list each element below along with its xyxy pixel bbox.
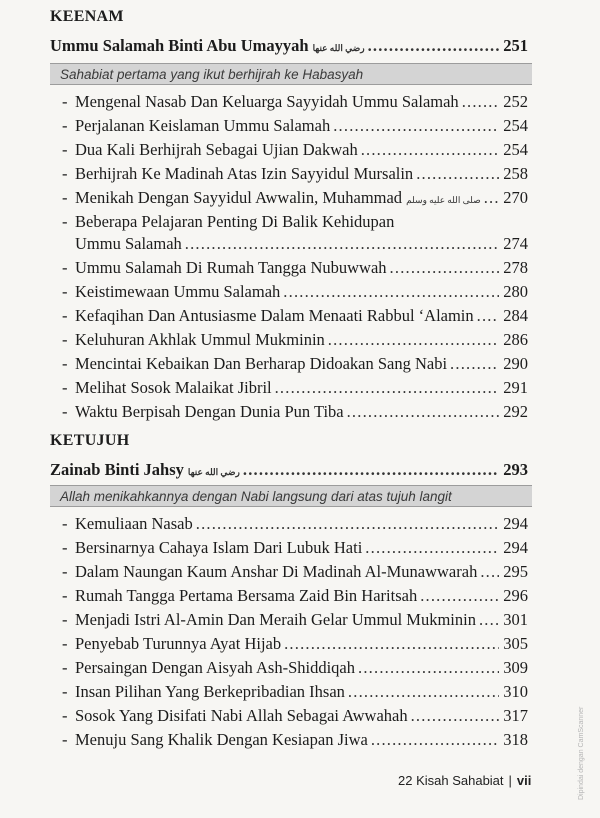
entry-title: Menuju Sang Khalik Dengan Kesiapan Jiwa xyxy=(75,730,368,749)
toc-entry[interactable]: - Bersinarnya Cahaya Islam Dari Lubuk Hati ..... 294 xyxy=(62,538,528,562)
page-footer xyxy=(398,773,531,788)
entry-title: Keluhuran Akhlak Ummul Mukminin xyxy=(75,330,325,349)
footer-separator: | xyxy=(508,773,512,788)
page-number: 296 xyxy=(503,586,528,605)
chapter-title-entry[interactable] xyxy=(50,460,528,484)
page-number: 270 xyxy=(503,188,528,207)
toc-entry[interactable]: - Berhijrah Ke Madinah Atas Izin Sayyidul Mursalin ..... 258 xyxy=(62,164,528,188)
leader-dots xyxy=(333,116,499,136)
toc-entry[interactable]: - Kefaqihan Dan Antusiasme Dalam Menaati Rabbul ‘Alamin ..... 284 xyxy=(62,306,528,330)
page-number: 286 xyxy=(503,330,528,349)
page-number: 305 xyxy=(503,634,528,653)
leader-dots xyxy=(450,354,499,374)
page-number: 318 xyxy=(503,730,528,749)
toc-entry[interactable]: - Ummu Salamah Di Rumah Tangga Nubuwwah ..... 278 xyxy=(62,258,528,282)
leader-dots xyxy=(348,682,499,702)
toc-entry[interactable]: - Keistimewaan Ummu Salamah ..... 280 xyxy=(62,282,528,306)
leader-dots xyxy=(328,330,499,350)
entry-title: Penyebab Turunnya Ayat Hijab xyxy=(75,634,282,653)
leader-dots xyxy=(284,634,499,654)
leader-dots xyxy=(479,610,499,630)
toc-entry[interactable]: - Kemuliaan Nasab ..... 294 xyxy=(62,514,528,538)
entry-title: Dalam Naungan Kaum Anshar Di Madinah Al-Munawwarah xyxy=(75,562,478,581)
toc-entry[interactable]: - Persaingan Dengan Aisyah Ash-Shiddiqah ..... 309 xyxy=(62,658,528,682)
page-number: 258 xyxy=(503,164,528,183)
entry-title: Kemuliaan Nasab xyxy=(75,514,193,533)
entry-title: Persaingan Dengan Aisyah Ash-Shiddiqah xyxy=(75,658,356,677)
page-number: 291 xyxy=(503,378,528,397)
leader-dots xyxy=(361,140,499,160)
entry-title: Perjalanan Keislaman Ummu Salamah xyxy=(75,116,331,135)
scanner-watermark: Dipindai dengan CamScanner xyxy=(578,706,585,800)
leader-dots xyxy=(371,730,499,750)
entry-title: Beberapa Pelajaran Penting Di Balik Kehidupan xyxy=(75,212,395,231)
toc-entry[interactable]: - Insan Pilihan Yang Berkepribadian Ihsan ..... 310 xyxy=(62,682,528,706)
leader-dots xyxy=(411,706,499,726)
toc-entry[interactable]: - Penyebab Turunnya Ayat Hijab ..... 305 xyxy=(62,634,528,658)
leader-dots xyxy=(368,36,499,56)
chapter-label: KEENAM xyxy=(50,8,124,25)
leader-dots xyxy=(484,188,499,208)
page-number: 293 xyxy=(503,460,528,479)
entry-title: Ummu Salamah Di Rumah Tangga Nubuwwah xyxy=(75,258,387,277)
leader-dots xyxy=(420,586,499,606)
page-number: 274 xyxy=(503,234,528,253)
entry-title: Waktu Berpisah Dengan Dunia Pun Tiba xyxy=(75,402,344,421)
entry-title: Mencintai Kebaikan Dan Berharap Didoakan Sang Nabi xyxy=(75,354,448,373)
entry-title: Keistimewaan Ummu Salamah xyxy=(75,282,281,301)
page-number: 254 xyxy=(503,140,528,159)
toc-entry[interactable]: - Menikah Dengan Sayyidul Awwalin, Muhammad صلى الله عليه وسلم ..... 270 xyxy=(62,188,528,212)
toc-entry[interactable]: - Perjalanan Keislaman Ummu Salamah ..... 254 xyxy=(62,116,528,140)
toc-entry[interactable]: - Beberapa Pelajaran Penting Di Balik Kehidupan xyxy=(62,212,395,231)
page-number: 254 xyxy=(503,116,528,135)
leader-dots xyxy=(283,282,499,302)
page-number: 317 xyxy=(503,706,528,725)
entry-title: Melihat Sosok Malaikat Jibril xyxy=(75,378,272,397)
entry-title: Menikah Dengan Sayyidul Awwalin, Muhammad xyxy=(75,188,403,207)
page-number: 294 xyxy=(503,538,528,557)
entry-title: Menjadi Istri Al-Amin Dan Meraih Gelar Ummul Mukminin xyxy=(75,610,476,629)
page-number: 278 xyxy=(503,258,528,277)
leader-dots xyxy=(358,658,499,678)
toc-entry[interactable]: - Dua Kali Berhijrah Sebagai Ujian Dakwah ..... 254 xyxy=(62,140,528,164)
entry-title: Zainab Binti Jahsy xyxy=(50,460,184,479)
page-number: 290 xyxy=(503,354,528,373)
entry-title: Mengenal Nasab Dan Keluarga Sayyidah Ummu Salamah xyxy=(75,92,459,111)
toc-entry[interactable]: - Menjadi Istri Al-Amin Dan Meraih Gelar Ummul Mukminin ..... 301 xyxy=(62,610,528,634)
page-number: 284 xyxy=(503,306,528,325)
entry-title: Kefaqihan Dan Antusiasme Dalam Menaati Rabbul ‘Alamin xyxy=(75,306,474,325)
entry-title: Bersinarnya Cahaya Islam Dari Lubuk Hati xyxy=(75,538,363,557)
page-number: 252 xyxy=(503,92,528,111)
entry-title: Sosok Yang Disifati Nabi Allah Sebagai Awwahah xyxy=(75,706,408,725)
leader-dots xyxy=(275,378,499,398)
toc-entry[interactable]: - Rumah Tangga Pertama Bersama Zaid Bin Haritsah ..... 296 xyxy=(62,586,528,610)
page-number: 295 xyxy=(503,562,528,581)
leader-dots xyxy=(347,402,499,422)
honorific-calligraphy: صلى الله عليه وسلم xyxy=(406,195,481,205)
leader-dots xyxy=(390,258,499,278)
entry-title: Dua Kali Berhijrah Sebagai Ujian Dakwah xyxy=(75,140,358,159)
entry-title: Berhijrah Ke Madinah Atas Izin Sayyidul Mursalin xyxy=(75,164,414,183)
book-title: 22 Kisah Sahabiat xyxy=(398,773,504,788)
toc-entry[interactable]: - Keluhuran Akhlak Ummul Mukminin ..... 286 xyxy=(62,330,528,354)
honorific-calligraphy: رضي الله عنها xyxy=(187,467,240,477)
toc-entry[interactable]: - Waktu Berpisah Dengan Dunia Pun Tiba ..... 292 xyxy=(62,402,528,426)
leader-dots xyxy=(462,92,499,112)
toc-entry[interactable]: - Mengenal Nasab Dan Keluarga Sayyidah Ummu Salamah ..... 252 xyxy=(62,92,528,116)
toc-entry[interactable]: - Melihat Sosok Malaikat Jibril ..... 291 xyxy=(62,378,528,402)
page-number: 292 xyxy=(503,402,528,421)
toc-entry[interactable]: - Mencintai Kebaikan Dan Berharap Didoakan Sang Nabi ..... 290 xyxy=(62,354,528,378)
leader-dots xyxy=(243,460,499,480)
leader-dots xyxy=(196,514,499,534)
entry-title: Rumah Tangga Pertama Bersama Zaid Bin Haritsah xyxy=(75,586,418,605)
page-number: 310 xyxy=(503,682,528,701)
toc-entry-continuation[interactable] xyxy=(75,234,528,258)
leader-dots xyxy=(480,562,499,582)
toc-entry[interactable]: - Sosok Yang Disifati Nabi Allah Sebagai Awwahah ..... 317 xyxy=(62,706,528,730)
page-number: 301 xyxy=(503,610,528,629)
chapter-title-entry[interactable] xyxy=(50,36,528,60)
honorific-calligraphy: رضي الله عنها xyxy=(312,43,365,53)
toc-entry[interactable]: - Dalam Naungan Kaum Anshar Di Madinah Al-Munawwarah ..... 295 xyxy=(62,562,528,586)
chapter-label: KETUJUH xyxy=(50,432,130,449)
toc-entry[interactable]: - Menuju Sang Khalik Dengan Kesiapan Jiwa ..... 318 xyxy=(62,730,528,754)
entry-title: Insan Pilihan Yang Berkepribadian Ihsan xyxy=(75,682,345,701)
page-number-roman: vii xyxy=(516,773,532,788)
chapter-subtitle-band: Sahabiat pertama yang ikut berhijrah ke Habasyah xyxy=(50,63,532,85)
page-number: 251 xyxy=(503,36,528,55)
entry-title-continuation: Ummu Salamah xyxy=(75,234,182,253)
leader-dots xyxy=(477,306,499,326)
page-number: 280 xyxy=(503,282,528,301)
page-number: 294 xyxy=(503,514,528,533)
leader-dots xyxy=(416,164,499,184)
leader-dots xyxy=(185,234,499,254)
chapter-subtitle-band: Allah menikahkannya dengan Nabi langsung dari atas tujuh langit xyxy=(50,485,532,507)
leader-dots xyxy=(365,538,499,558)
page-number: 309 xyxy=(503,658,528,677)
entry-title: Ummu Salamah Binti Abu Umayyah xyxy=(50,36,309,55)
